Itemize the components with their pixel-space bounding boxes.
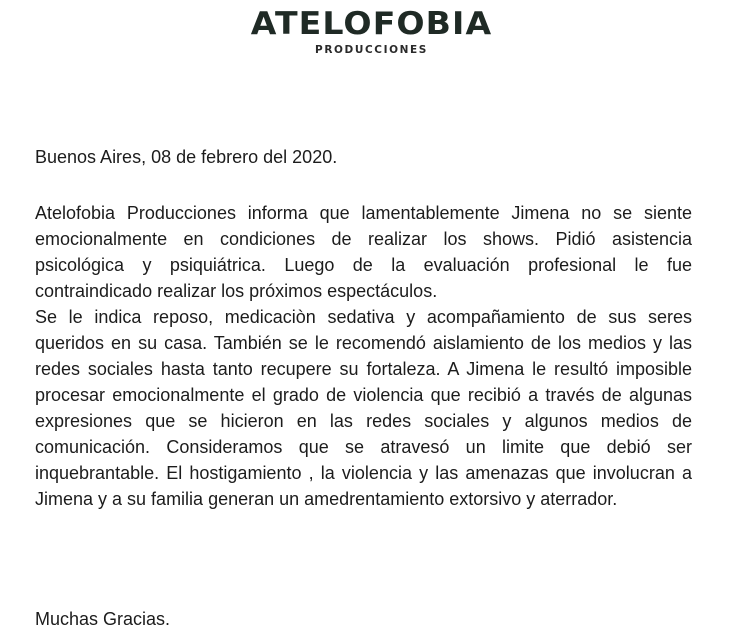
letter-paragraph: Se le indica reposo, medicaciòn sedativa y acompañamiento de sus seres queridos en su casa. También se le recomendó aislamiento de los medios y las redes sociales hasta tanto recupere su fortaleza. A Jimena le resultó imposible procesar emocionalmente el grado de violencia que recibió a través de algunas expresiones que se hicieron en las redes sociales y algunos medios de comunicación. Consideramos que se atravesó un limite que debió ser inquebrantable. El hostigamiento , la violencia y las amenazas que involucran a Jimena y a su familia generan un amedrentamiento extorsivo y aterrador. [35, 307, 692, 509]
letterhead-logo [0, 4, 743, 56]
letter-body [35, 200, 692, 512]
company-division: PRODUCCIONES [315, 44, 428, 56]
letter-closing: Muchas Gracias. [35, 609, 171, 629]
letter-paragraph: Atelofobia Producciones informa que lamentablemente Jimena no se siente emocionalmente en condiciones de realizar los shows. Pidió asistencia psicológica y psiquiátrica. Luego de la evaluación profesional le fue contraindicado realizar los próximos espectáculos. [35, 203, 692, 301]
company-name: ATELOFOBIA [250, 6, 493, 42]
letter-date: Buenos Aires, 08 de febrero del 2020. [35, 147, 338, 167]
